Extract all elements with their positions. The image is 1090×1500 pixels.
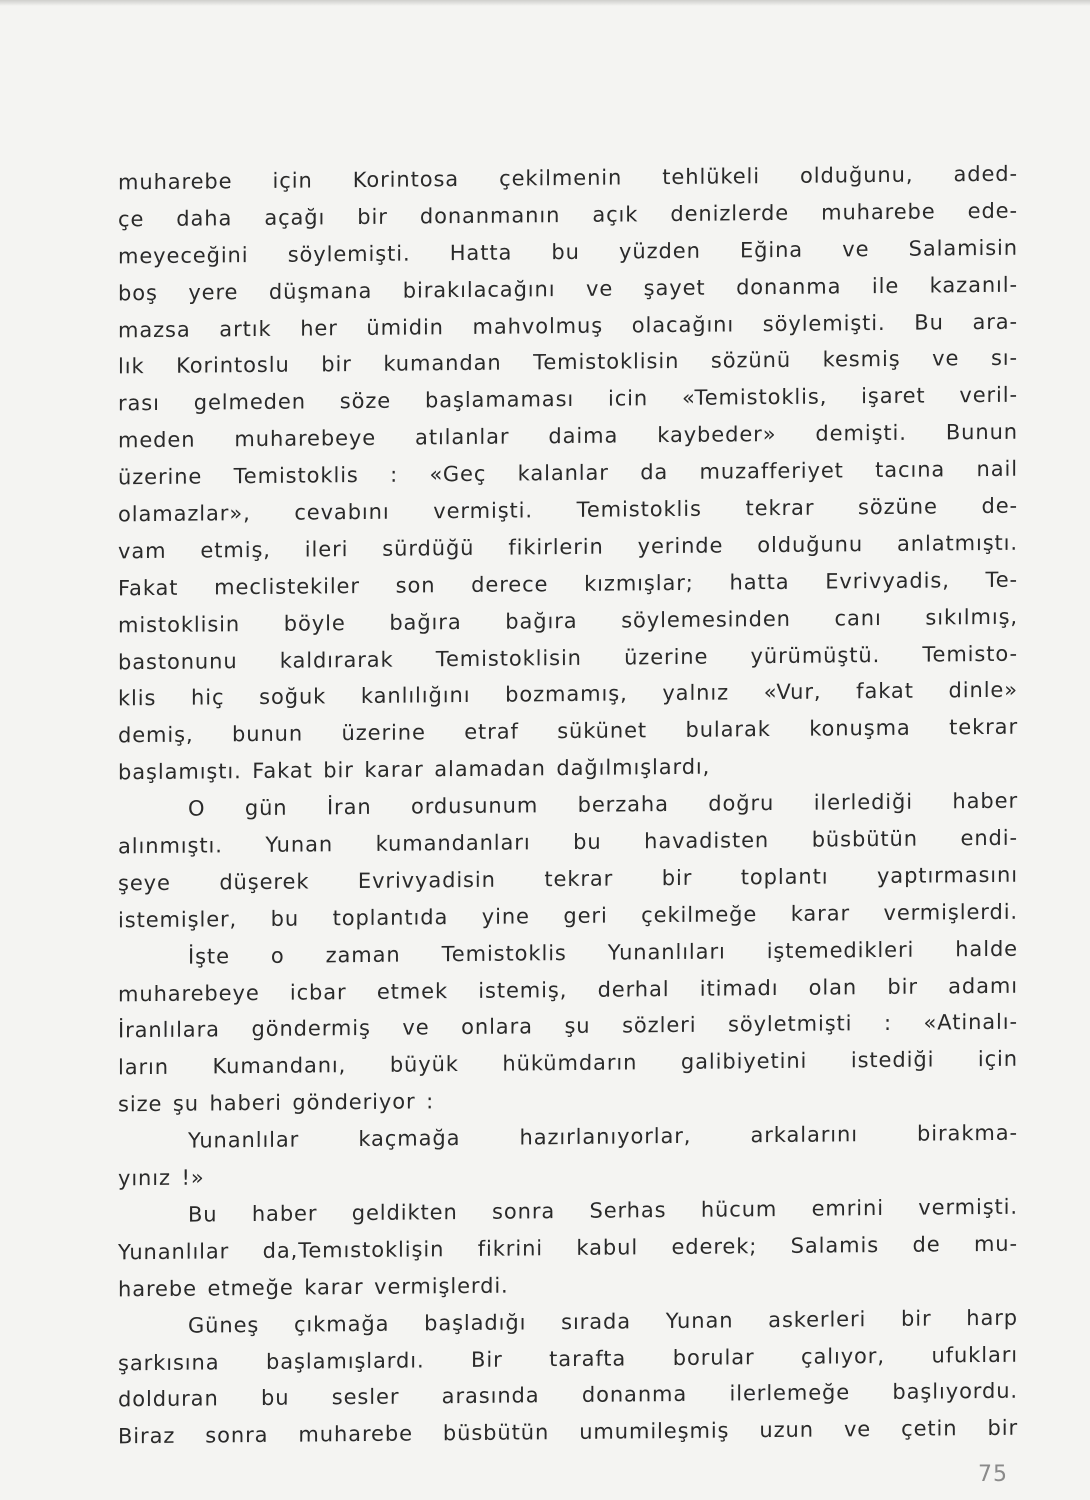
text-line: başlamıştı. Fakat bir karar alamadan dağılmışlardı, bbox=[118, 754, 711, 785]
text-line: Yunanlılar da,Temıstoklişin fikrini kabul ederek; Salamis de mu- bbox=[118, 1231, 1018, 1265]
text-line: rası gelmeden söze başlamaması icin «Temistoklis, işaret veril- bbox=[118, 383, 1018, 416]
text-line: meyeceğini söylemişti. Hatta bu yüzden Eğina ve Salamisin bbox=[118, 235, 1018, 269]
text-line: şarkısına başlamışlardı. Bir tarafta borular çalıyor, ufukları bbox=[118, 1342, 1018, 1375]
text-line: demiş, bunun üzerine etraf sükünet bularak konuşma tekrar bbox=[118, 715, 1018, 748]
text-line: istemişler, bu toplantıda yine geri çekilmeğe karar vermişlerdi. bbox=[118, 899, 1018, 933]
text-line: muharebeye icbar etmek istemiş, derhal itimadı olan bir adamı bbox=[118, 973, 1018, 1006]
text-line: size şu haberi gönderiyor : bbox=[118, 1089, 435, 1117]
text-line: mazsa artık her ümidin mahvolmuş olacağını söylemişti. Bu ara- bbox=[118, 309, 1018, 342]
page-body-text bbox=[118, 160, 1018, 1451]
text-line: alınmıştı. Yunan kumandanları bu havadisten büsbütün endi- bbox=[118, 825, 1018, 859]
text-line: yınız !» bbox=[118, 1165, 205, 1191]
text-line: dolduran bu sesler arasında donanma ilerlemeğe başlıyordu. bbox=[118, 1379, 1018, 1412]
text-line: Biraz sonra muharebe büsbütün umumileşmiş uzun ve çetin bir bbox=[118, 1415, 1018, 1449]
paragraph-start-line: O gün İran ordusunum berzaha doğru ilerlediği haber bbox=[188, 788, 1018, 821]
text-line: vam etmiş, ileri sürdüğü fikirlerin yerinde olduğunu anlatmıştı. bbox=[118, 530, 1018, 564]
text-line: harebe etmeğe karar vermişlerdi. bbox=[118, 1273, 509, 1302]
text-line: muharebe için Korintosa çekilmenin tehlükeli olduğunu, aded- bbox=[118, 161, 1018, 195]
text-line: lık Korintoslu bir kumandan Temistoklisin sözünü kesmiş ve sı- bbox=[118, 346, 1018, 379]
paragraph-start-line: İşte o zaman Temistoklis Yunanlıları iştemedikleri halde bbox=[188, 936, 1018, 969]
text-line: boş yere düşmana birakılacağını ve şayet donanma ile kazanıl- bbox=[118, 272, 1018, 305]
text-line: mistoklisin böyle bağıra bağıra söylemesinden canı sıkılmış, bbox=[118, 604, 1018, 638]
paragraph-start-line: Bu haber geldikten sonra Serhas hücum emrini vermişti. bbox=[188, 1194, 1018, 1227]
text-line: klis hiç soğuk kanlılığını bozmamış, yalnız «Vur, fakat dinle» bbox=[118, 678, 1018, 711]
text-line: bastonunu kaldırarak Temistoklisin üzerine yürümüştü. Temisto- bbox=[118, 641, 1018, 674]
text-line: ların Kumandanı, büyük hükümdarın galibiyetini istediği için bbox=[118, 1047, 1018, 1080]
paragraph-start-line: Güneş çıkmağa başladığı sırada Yunan askerleri bir harp bbox=[188, 1305, 1018, 1338]
text-line: olamazlar», cevabını vermişti. Temistoklis tekrar sözüne de- bbox=[118, 493, 1018, 527]
text-line: üzerine Temistoklis : «Geç kalanlar da muzafferiyet tacına nail bbox=[118, 456, 1018, 490]
text-line: meden muharebeye atılanlar daima kaybeder» demişti. Bunun bbox=[118, 419, 1018, 453]
page-number: 75 bbox=[978, 1462, 1008, 1487]
text-line: çe daha açağı bir donanmanın açık denizlerde muharebe ede- bbox=[118, 198, 1018, 232]
text-line: şeye düşerek Evrivyadisin tekrar bir toplantı yaptırmasını bbox=[118, 862, 1018, 896]
paragraph-start-line: Yunanlılar kaçmağa hazırlanıyorlar, arkalarını birakma- bbox=[188, 1120, 1018, 1153]
page-top-edge bbox=[0, 0, 1090, 6]
text-line: Fakat meclistekiler son derece kızmışlar; hatta Evrivyadis, Te- bbox=[118, 567, 1018, 601]
text-line: İranlılara göndermiş ve onlara şu sözleri söyletmişti : «Atinalı- bbox=[118, 1010, 1018, 1043]
